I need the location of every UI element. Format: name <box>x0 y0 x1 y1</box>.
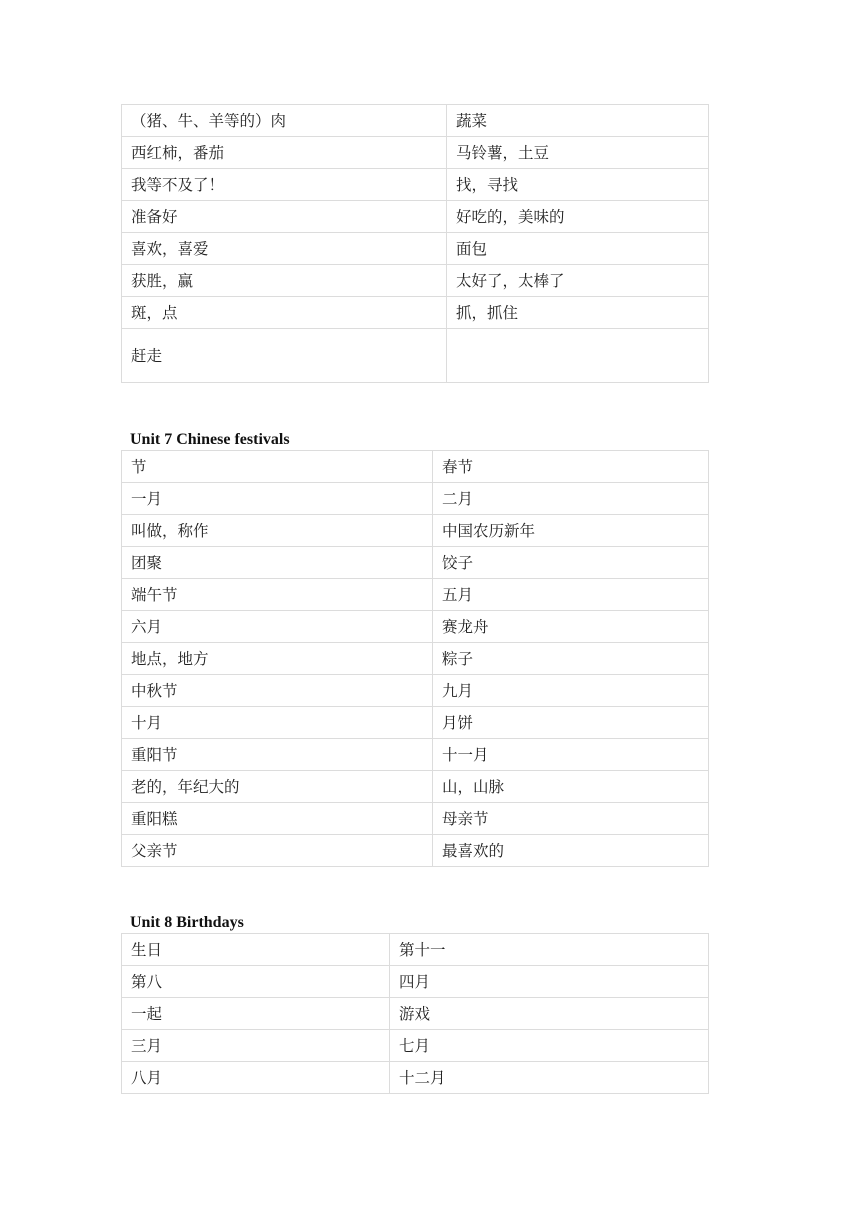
table-cell: （猪、牛、羊等的）肉 <box>122 105 447 137</box>
table-cell: 十月 <box>122 707 433 739</box>
table-cell: 春节 <box>433 451 709 483</box>
table-row <box>122 169 709 201</box>
table-cell: 父亲节 <box>122 835 433 867</box>
table-cell: 最喜欢的 <box>433 835 709 867</box>
table-row <box>122 771 709 803</box>
table-row <box>122 483 709 515</box>
table-cell: 赛龙舟 <box>433 611 709 643</box>
table-cell: 三月 <box>122 1030 390 1062</box>
table-cell: 四月 <box>390 966 709 998</box>
table-cell: 端午节 <box>122 579 433 611</box>
table-cell: 母亲节 <box>433 803 709 835</box>
table-row <box>122 265 709 297</box>
table-cell: 月饼 <box>433 707 709 739</box>
table-cell: 第八 <box>122 966 390 998</box>
vocab-table-unit-7 <box>121 450 709 867</box>
table-cell: 太好了，太棒了 <box>447 265 709 297</box>
table-cell: 饺子 <box>433 547 709 579</box>
table-cell: 生日 <box>122 934 390 966</box>
table-cell: 十一月 <box>433 739 709 771</box>
table-cell: 西红柿，番茄 <box>122 137 447 169</box>
table-cell: 游戏 <box>390 998 709 1030</box>
table-row <box>122 675 709 707</box>
table-cell: 地点，地方 <box>122 643 433 675</box>
table-cell: 好吃的，美味的 <box>447 201 709 233</box>
table-row <box>122 233 709 265</box>
vocab-table-unit-8 <box>121 933 709 1094</box>
table-row <box>122 707 709 739</box>
table-cell: 六月 <box>122 611 433 643</box>
table-cell: 中国农历新年 <box>433 515 709 547</box>
table-row <box>122 297 709 329</box>
table-cell: 一起 <box>122 998 390 1030</box>
vocab-table-food <box>121 104 709 383</box>
table-cell: 找，寻找 <box>447 169 709 201</box>
unit-7-heading: Unit 7 Chinese festivals <box>130 431 290 448</box>
table-row <box>122 201 709 233</box>
table-row <box>122 547 709 579</box>
table-cell: 面包 <box>447 233 709 265</box>
table-cell: 中秋节 <box>122 675 433 707</box>
table-cell: 七月 <box>390 1030 709 1062</box>
table-cell: 斑，点 <box>122 297 447 329</box>
table-cell: 粽子 <box>433 643 709 675</box>
table-cell: 抓，抓住 <box>447 297 709 329</box>
table-cell: 第十一 <box>390 934 709 966</box>
table-cell: 十二月 <box>390 1062 709 1094</box>
table-cell: 叫做，称作 <box>122 515 433 547</box>
table-cell: 重阳糕 <box>122 803 433 835</box>
table-cell: 山，山脉 <box>433 771 709 803</box>
table-row <box>122 105 709 137</box>
table-cell: 一月 <box>122 483 433 515</box>
table-row <box>122 835 709 867</box>
table-row <box>122 934 709 966</box>
table-row <box>122 998 709 1030</box>
table-row <box>122 643 709 675</box>
table-cell-empty <box>447 329 709 383</box>
table-cell: 我等不及了！ <box>122 169 447 201</box>
table-cell: 赶走 <box>122 329 447 383</box>
table-cell: 喜欢，喜爱 <box>122 233 447 265</box>
table-cell: 九月 <box>433 675 709 707</box>
table-cell: 重阳节 <box>122 739 433 771</box>
table-row <box>122 329 709 383</box>
table-cell: 五月 <box>433 579 709 611</box>
table-row <box>122 739 709 771</box>
unit-8-heading: Unit 8 Birthdays <box>130 914 244 931</box>
table-row <box>122 611 709 643</box>
table-row <box>122 515 709 547</box>
table-cell: 获胜，赢 <box>122 265 447 297</box>
table-cell: 蔬菜 <box>447 105 709 137</box>
table-row <box>122 451 709 483</box>
table-cell: 准备好 <box>122 201 447 233</box>
table-cell: 二月 <box>433 483 709 515</box>
table-row <box>122 966 709 998</box>
table-row <box>122 579 709 611</box>
table-row <box>122 803 709 835</box>
table-cell: 马铃薯，土豆 <box>447 137 709 169</box>
table-row <box>122 1030 709 1062</box>
table-cell: 团聚 <box>122 547 433 579</box>
table-row <box>122 137 709 169</box>
table-cell: 节 <box>122 451 433 483</box>
table-row <box>122 1062 709 1094</box>
table-cell: 老的，年纪大的 <box>122 771 433 803</box>
table-cell: 八月 <box>122 1062 390 1094</box>
